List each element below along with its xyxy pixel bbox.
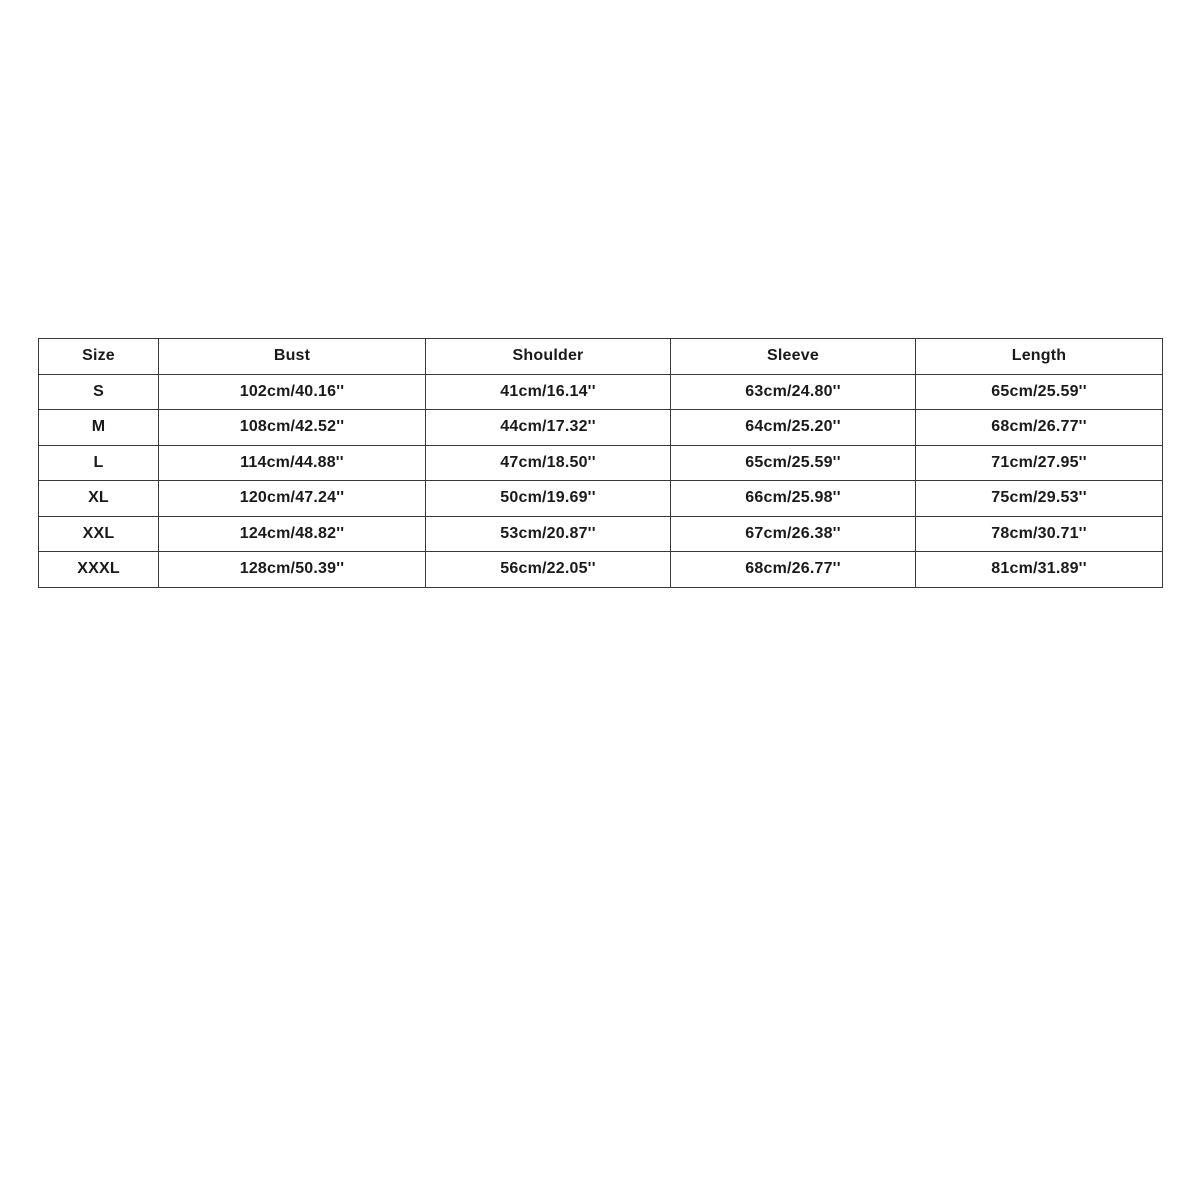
cell-size: XL (39, 481, 159, 517)
table-row (39, 552, 1163, 588)
cell-size: XXL (39, 516, 159, 552)
cell-shoulder: 50cm/19.69'' (426, 481, 671, 517)
cell-shoulder: 56cm/22.05'' (426, 552, 671, 588)
cell-shoulder: 41cm/16.14'' (426, 374, 671, 410)
cell-sleeve: 67cm/26.38'' (671, 516, 916, 552)
table-row (39, 374, 1163, 410)
table-row (39, 410, 1163, 446)
header-shoulder: Shoulder (426, 339, 671, 375)
cell-size: S (39, 374, 159, 410)
cell-length: 78cm/30.71'' (916, 516, 1163, 552)
cell-length: 81cm/31.89'' (916, 552, 1163, 588)
cell-sleeve: 64cm/25.20'' (671, 410, 916, 446)
header-sleeve: Sleeve (671, 339, 916, 375)
cell-length: 71cm/27.95'' (916, 445, 1163, 481)
cell-size: L (39, 445, 159, 481)
size-chart-table (38, 338, 1163, 588)
cell-sleeve: 66cm/25.98'' (671, 481, 916, 517)
table-row (39, 481, 1163, 517)
table-header-row (39, 339, 1163, 375)
cell-sleeve: 68cm/26.77'' (671, 552, 916, 588)
cell-sleeve: 63cm/24.80'' (671, 374, 916, 410)
cell-shoulder: 53cm/20.87'' (426, 516, 671, 552)
cell-length: 68cm/26.77'' (916, 410, 1163, 446)
table-row (39, 516, 1163, 552)
table-row (39, 445, 1163, 481)
header-size: Size (39, 339, 159, 375)
header-length: Length (916, 339, 1163, 375)
cell-bust: 120cm/47.24'' (159, 481, 426, 517)
cell-size: M (39, 410, 159, 446)
cell-shoulder: 47cm/18.50'' (426, 445, 671, 481)
header-bust: Bust (159, 339, 426, 375)
cell-bust: 114cm/44.88'' (159, 445, 426, 481)
cell-bust: 108cm/42.52'' (159, 410, 426, 446)
cell-bust: 124cm/48.82'' (159, 516, 426, 552)
cell-sleeve: 65cm/25.59'' (671, 445, 916, 481)
cell-size: XXXL (39, 552, 159, 588)
cell-bust: 102cm/40.16'' (159, 374, 426, 410)
cell-bust: 128cm/50.39'' (159, 552, 426, 588)
cell-length: 65cm/25.59'' (916, 374, 1163, 410)
cell-shoulder: 44cm/17.32'' (426, 410, 671, 446)
cell-length: 75cm/29.53'' (916, 481, 1163, 517)
